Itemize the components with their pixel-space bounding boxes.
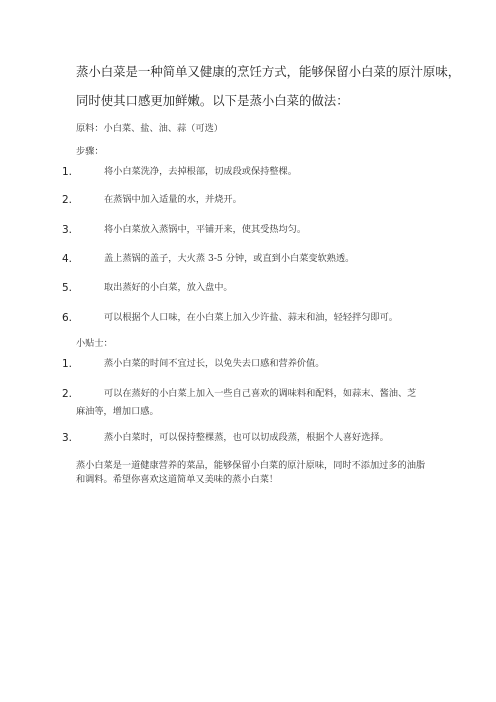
step-number: 1. (62, 166, 73, 178)
step-number: 5. (62, 282, 73, 294)
tip-number: 2. (62, 388, 73, 400)
step-text: 将小白菜放入蒸锅中，平铺开来，使其受热均匀。 (104, 224, 307, 235)
step-number: 6. (62, 312, 73, 324)
step-number: 2. (62, 194, 73, 206)
step-text: 可以根据个人口味，在小白菜上加入少许盐、蒜末和油，轻轻拌匀即可。 (104, 312, 398, 323)
tip-text: 蒸小白菜的时间不宜过长，以免失去口感和营养价值。 (104, 358, 325, 369)
ingredients-line: 原料：小白菜、盐、油、蒜（可选） (76, 123, 223, 134)
tip-number: 1. (62, 358, 73, 370)
closing-line-2: 和调料。希望你喜欢这道简单又美味的蒸小白菜！ (76, 474, 279, 485)
step-number: 4. (62, 253, 73, 265)
step-text: 取出蒸好的小白菜，放入盘中。 (104, 282, 233, 293)
intro-line-2: 同时使其口感更加鲜嫩。以下是蒸小白菜的做法： (76, 93, 349, 108)
step-number: 3. (62, 224, 73, 236)
tip-text-continued: 麻油等，增加口感。 (76, 406, 159, 417)
steps-heading: 步骤： (76, 146, 104, 157)
step-text: 在蒸锅中加入适量的水，并烧开。 (104, 194, 242, 205)
step-text: 将小白菜洗净，去掉根部，切成段或保持整棵。 (104, 166, 297, 177)
tip-number: 3. (62, 432, 73, 444)
tip-text: 蒸小白菜时，可以保持整棵蒸，也可以切成段蒸，根据个人喜好选择。 (104, 432, 389, 443)
tips-heading: 小贴士： (76, 338, 113, 349)
intro-line-1: 蒸小白菜是一种简单又健康的烹饪方式，能够保留小白菜的原汁原味， (76, 64, 461, 79)
closing-line-1: 蒸小白菜是一道健康营养的菜品，能够保留小白菜的原汁原味，同时不添加过多的油脂 (76, 460, 426, 471)
tip-text: 可以在蒸好的小白菜上加入一些自己喜欢的调味料和配料，如蒜末、酱油、芝 (104, 388, 417, 399)
step-text: 盖上蒸锅的盖子，大火蒸 3-5 分钟，或直到小白菜变软熟透。 (104, 253, 355, 264)
